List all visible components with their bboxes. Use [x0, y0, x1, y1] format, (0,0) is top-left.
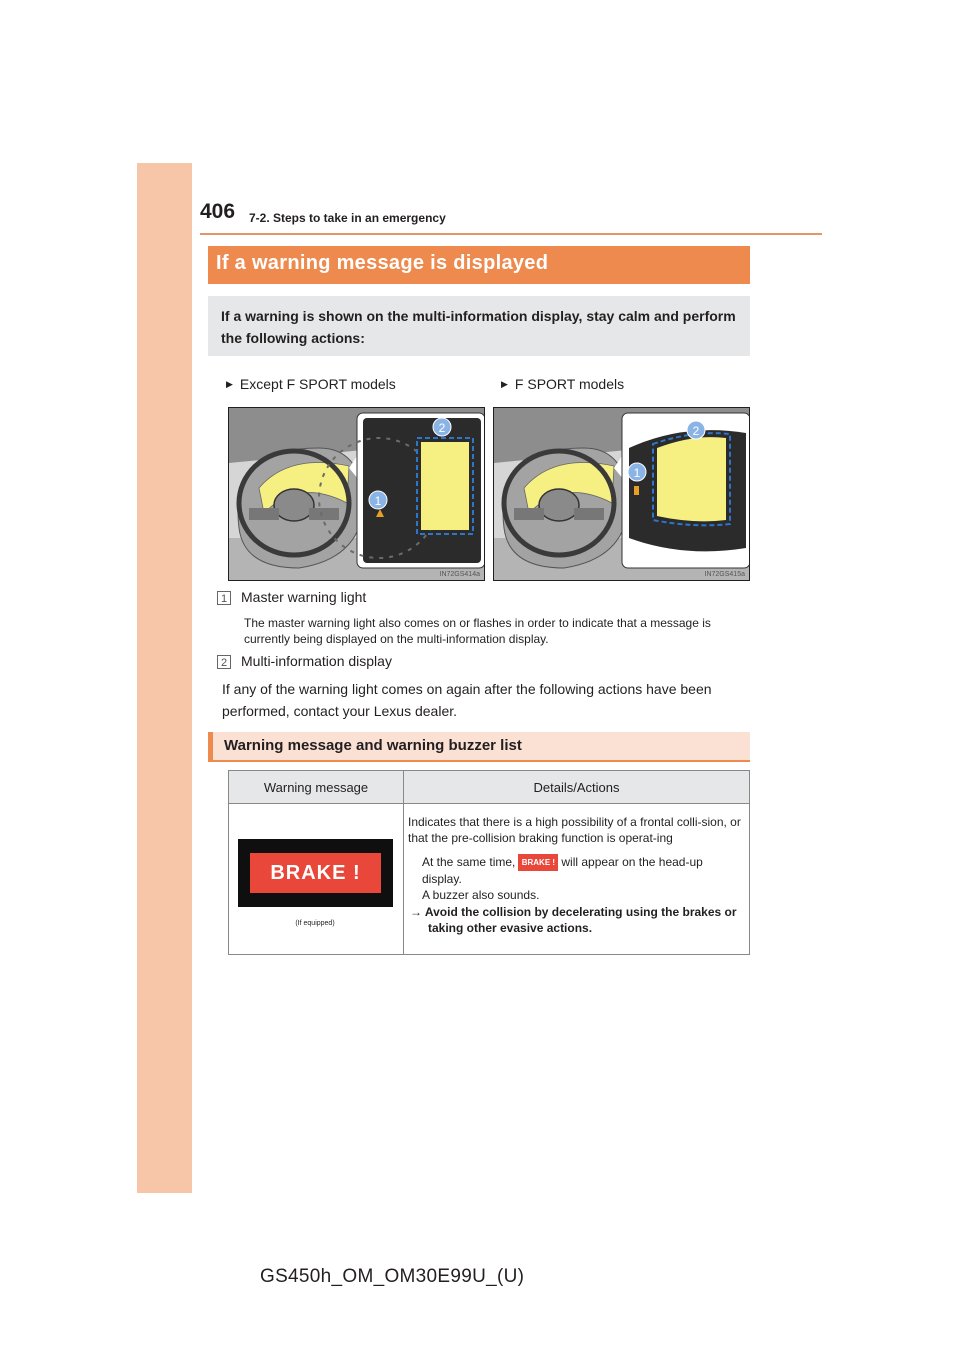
item-title-master-warning: Master warning light — [241, 589, 367, 605]
header-rule — [200, 233, 822, 235]
dashboard-illustration-left — [229, 408, 485, 581]
subsection-header — [208, 732, 750, 762]
dashboard-illustration-right — [494, 408, 750, 581]
svg-text:2: 2 — [438, 421, 446, 435]
section-title: If a warning message is displayed — [216, 252, 549, 274]
right-arrow-icon: → — [410, 905, 422, 920]
table-header-message: Warning message — [229, 771, 404, 804]
table-cell-message — [229, 804, 404, 955]
svg-text:1: 1 — [633, 466, 641, 480]
intro-box — [208, 296, 750, 356]
subsection-accent-bar — [208, 732, 213, 762]
svg-text:2: 2 — [692, 424, 700, 438]
page-side-tab — [137, 163, 192, 1193]
running-head: 7-2. Steps to take in an emergency — [249, 211, 446, 225]
svg-text:1: 1 — [374, 494, 382, 508]
table-header-row — [229, 771, 750, 804]
table-cell-details — [404, 804, 750, 955]
item-number-1: 1 — [217, 591, 231, 605]
figure-code-left: IN72GS414a — [439, 571, 480, 578]
table-header-details: Details/Actions — [404, 771, 750, 804]
page-footer: GS450h_OM_OM30E99U_(U) — [260, 1266, 525, 1287]
item-title-multi-info: Multi-information display — [241, 653, 392, 669]
item-desc-master-warning: The master warning light also comes on or flashes in order to indicate that a message is currently being displayed on the multi-information display. — [244, 616, 711, 646]
figure-label-left-text: Except F SPORT models — [239, 376, 396, 392]
warning-table — [228, 770, 750, 955]
figure-except-fsport — [228, 407, 485, 581]
brake-display-text: BRAKE ! — [250, 853, 381, 893]
table-row — [229, 804, 750, 955]
intro-text: If a warning is shown on the multi-information display, stay calm and perform the following actions: — [221, 308, 736, 346]
brake-display-image — [238, 839, 393, 907]
brake-hud-badge: BRAKE ! — [518, 854, 558, 871]
figure-label-left — [226, 376, 396, 392]
action-text: Avoid the collision by decelerating using the brakes or taking other evasive actions. — [424, 905, 737, 936]
section-title-bar — [208, 246, 750, 284]
hud-line — [408, 854, 741, 887]
buzzer-text: A buzzer also sounds. — [422, 888, 540, 903]
item-number-2: 2 — [217, 655, 231, 669]
body-paragraph: If any of the warning light comes on again after the following actions have been performed, contact your Lexus dealer. — [222, 681, 712, 719]
figure-label-right-text: F SPORT models — [514, 376, 625, 392]
if-equipped-note: (If equipped) — [295, 920, 335, 927]
hud-after-text: will appear on the head-up display. — [422, 855, 703, 887]
figure-fsport — [493, 407, 750, 581]
hud-before-text: At the same time, — [422, 855, 516, 869]
page-number: 406 — [200, 200, 236, 223]
subsection-title: Warning message and warning buzzer list — [224, 737, 522, 754]
figure-code-right: IN72GS415a — [704, 571, 745, 578]
triangle-bullet-icon: ▶ — [501, 379, 508, 389]
figure-label-right — [501, 376, 624, 392]
action-line — [408, 904, 741, 936]
details-text: Indicates that there is a high possibility of a frontal colli-sion, or that the pre-collision braking function is operat-ing — [408, 815, 741, 845]
triangle-bullet-icon: ▶ — [226, 379, 233, 389]
